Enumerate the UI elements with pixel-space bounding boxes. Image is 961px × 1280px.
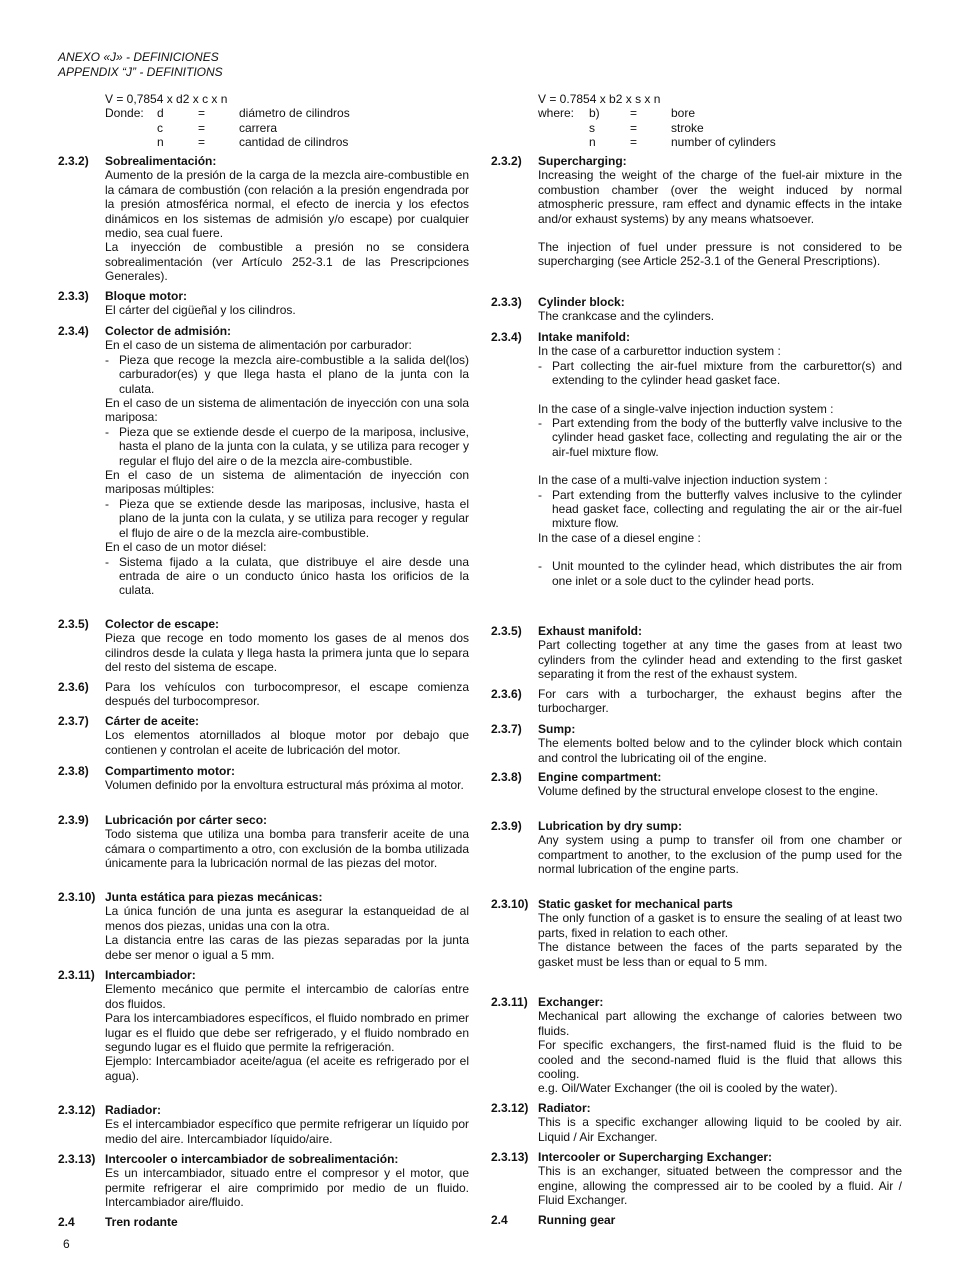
section-2-4 — [58, 1215, 469, 1229]
section-number: 2.3.7) — [58, 714, 89, 728]
formula-desc: diámetro de cilindros — [239, 106, 350, 121]
section-2-3-7 — [491, 722, 902, 765]
section-2-3-12 — [491, 1101, 902, 1144]
section-title: Supercharging: — [538, 154, 627, 168]
paragraph: In the case of a diesel engine : — [538, 530, 701, 545]
list-item: - Sistema fijado a la culata, que distribuye el aire desde una entrada de aire o un conducto único hasta los orificios de la culata. — [105, 555, 469, 598]
section-number: 2.3.3) — [58, 289, 89, 303]
section-title: Sobrealimentación: — [105, 154, 217, 168]
paragraph: The injection of fuel under pressure is not considered to be supercharging (see Article 252-3.1 of the General Prescriptions). — [538, 240, 902, 269]
paragraph: The crankcase and the cylinders. — [538, 309, 715, 324]
section-title: Bloque motor: — [105, 289, 187, 303]
paragraph: This is an exchanger, situated between the compressor and the engine, allowing the compressed air to be cooled by a fluid. Air / Fluid Exchanger. — [538, 1164, 902, 1208]
paragraph: Part collecting together at any time the gases from at least two cylinders from the cylinder head and extending to the first gasket separating it from the rest of the exhaust system. — [538, 638, 902, 682]
formula-desc: number of cylinders — [671, 135, 776, 150]
section-2-3-6 — [491, 687, 902, 716]
list-item: - Pieza que recoge la mezcla aire-combustible a la salida del(los) carburador(es) y que llega hasta el plano de la junta con la culata. — [105, 353, 469, 396]
section-2-3-13 — [491, 1150, 902, 1208]
formula-var: s — [589, 120, 595, 135]
page-header — [58, 50, 223, 80]
paragraph: Mechanical part allowing the exchange of calories between two fluids. — [538, 1009, 902, 1038]
paragraph: In the case of a multi-valve injection induction system : — [538, 473, 828, 488]
formula-expression: V = 0,7854 x d2 x c x n — [105, 92, 228, 106]
section-title: Intercooler o intercambiador de sobrealimentación: — [105, 1152, 399, 1166]
formula-eq: = — [198, 120, 206, 135]
section-2-3-9 — [491, 819, 902, 877]
paragraph: Increasing the weight of the charge of the fuel-air mixture in the combustion chamber (over the weight induced by normal atmospheric pressure, ram effect and dynamic effects in the intake and/or exhaust systems) by any means whatsoever. — [538, 168, 902, 226]
section-number: 2.3.12) — [491, 1101, 529, 1115]
paragraph: Es un intercambiador, situado entre el compresor y el motor, que permite refrigerar el aire comprimido por medio de un fluido. Intercambiador aire/fluido. — [105, 1166, 469, 1210]
paragraph: This is a specific exchanger allowing liquid to be cooled by air. Liquid / Air Exchanger. — [538, 1115, 902, 1144]
section-number: 2.3.13) — [58, 1152, 96, 1166]
paragraph: En el caso de un sistema de alimentación por carburador: — [105, 338, 412, 353]
section-number: 2.3.4) — [58, 324, 89, 338]
formula-eq: = — [630, 135, 638, 150]
formula-eq: = — [198, 135, 206, 150]
formula-desc: stroke — [671, 120, 704, 135]
section-title: Intercambiador: — [105, 968, 196, 982]
section-number: 2.3.11) — [491, 995, 528, 1009]
paragraph: For specific exchangers, the first-named fluid is the fluid to be cooled and the second-named fluid is the fluid that allows this cooling. — [538, 1038, 902, 1082]
paragraph: The only function of a gasket is to ensure the sealing of at least two parts, fixed in relation to each other. — [538, 911, 902, 940]
header-english: APPENDIX “J” - DEFINITIONS — [58, 65, 223, 79]
paragraph: Los elementos atornillados al bloque motor por debajo que contienen y controlan el aceite de lubricación del motor. — [105, 728, 469, 757]
section-title: Running gear — [538, 1213, 616, 1227]
section-2-3-7 — [58, 714, 469, 757]
section-2-3-13 — [58, 1152, 469, 1210]
section-number: 2.3.13) — [491, 1150, 529, 1164]
formula-where: Donde: — [105, 106, 144, 121]
section-number: 2.3.4) — [491, 330, 522, 344]
paragraph: e.g. Oil/Water Exchanger (the oil is cooled by the water). — [538, 1081, 838, 1096]
section-number: 2.3.8) — [58, 764, 89, 778]
section-2-3-4 — [491, 330, 902, 588]
paragraph: La inyección de combustible a presión no se considera sobrealimentación (ver Artículo 252-3.1 de las Prescripciones Generales). — [105, 240, 469, 284]
section-number: 2.3.11) — [58, 968, 95, 982]
formula-desc: bore — [671, 106, 696, 121]
section-2-3-5 — [58, 617, 469, 675]
paragraph: Pieza que recoge en todo momento los gases de al menos dos cilindros desde la culata y llega hasta la primera junta que lo separa del resto del sistema de escape. — [105, 631, 469, 675]
section-title: Compartimento motor: — [105, 764, 235, 778]
section-number: 2.3.5) — [58, 617, 89, 631]
paragraph: Elemento mecánico que permite el intercambio de calorías entre dos fluidos. — [105, 982, 469, 1011]
section-2-3-8 — [491, 770, 902, 799]
paragraph: El cárter del cigüeñal y los cilindros. — [105, 303, 296, 318]
section-number: 2.3.2) — [58, 154, 89, 168]
paragraph: En el caso de un motor diésel: — [105, 540, 267, 555]
paragraph: Volumen definido por la envoltura estructural más próxima al motor. — [105, 778, 464, 793]
paragraph: Any system using a pump to transfer oil from one chamber or compartment to another, to the exclusion of the pump used for the normal lubrication of the engine parts. — [538, 833, 902, 877]
list-item: - Unit mounted to the cylinder head, which distributes the air from one inlet or a sole duct to the cylinder head ports. — [538, 559, 902, 588]
section-number: 2.4 — [491, 1213, 508, 1227]
section-number: 2.3.10) — [58, 890, 96, 904]
section-number: 2.3.8) — [491, 770, 522, 784]
section-2-3-3 — [58, 289, 469, 318]
formula-block — [105, 92, 465, 150]
formula-var: b) — [589, 106, 600, 121]
section-number: 2.3.7) — [491, 722, 522, 736]
section-title: Lubricación por cárter seco: — [105, 813, 268, 827]
formula-eq: = — [198, 106, 206, 121]
section-title: Junta estática para piezas mecánicas: — [105, 890, 323, 904]
section-title: Sump: — [538, 722, 576, 736]
page-number: 6 — [63, 1237, 70, 1251]
section-2-4 — [491, 1213, 902, 1227]
header-spanish: ANEXO «J» - DEFINICIONES — [58, 50, 219, 64]
formula-desc: carrera — [239, 120, 278, 135]
section-title: Engine compartment: — [538, 770, 662, 784]
section-number: 2.3.6) — [58, 680, 89, 694]
section-2-3-10 — [58, 890, 469, 962]
section-title: Colector de admisión: — [105, 324, 232, 338]
section-2-3-2 — [491, 154, 902, 269]
section-number: 2.3.6) — [491, 687, 522, 701]
section-2-3-8 — [58, 764, 469, 793]
section-2-3-5 — [491, 624, 902, 682]
section-number: 2.3.3) — [491, 295, 522, 309]
formula-var: c — [157, 120, 163, 135]
paragraph: Para los intercambiadores específicos, el fluido nombrado en primer lugar es el fluido que debe ser refrigerado, y el fluido nombrado en segundo lugar es el fluido que permite la refrigeración. — [105, 1011, 469, 1055]
list-item: - Part collecting the air-fuel mixture from the carburettor(s) and extending to the cylinder head gasket face. — [538, 359, 902, 388]
paragraph: The distance between the faces of the parts separated by the gasket must be less than or equal to 5 mm. — [538, 940, 902, 969]
section-title: Exhaust manifold: — [538, 624, 643, 638]
formula-where: where: — [538, 106, 575, 121]
section-number: 2.3.2) — [491, 154, 522, 168]
section-2-3-12 — [58, 1103, 469, 1146]
paragraph: La única función de una junta es asegurar la estanqueidad de al menos dos piezas, unidas una con la otra. — [105, 904, 469, 933]
section-title: Colector de escape: — [105, 617, 220, 631]
formula-expression: V = 0.7854 x b2 x s x n — [538, 92, 661, 106]
paragraph: En el caso de un sistema de alimentación de inyección con mariposas múltiples: — [105, 468, 469, 497]
section-2-3-9 — [58, 813, 469, 871]
formula-desc: cantidad de cilindros — [239, 135, 349, 150]
paragraph: In the case of a single-valve injection induction system : — [538, 401, 834, 416]
section-title: Tren rodante — [105, 1215, 178, 1229]
list-item: - Pieza que se extiende desde las mariposas, inclusive, hasta el plano de la junta con la culata, y se utiliza para recoger y regular el flujo de aire o de la mezcla aire-combustible. — [105, 497, 469, 540]
paragraph: For cars with a turbocharger, the exhaust begins after the turbocharger. — [538, 687, 902, 716]
formula-eq: = — [630, 106, 638, 121]
paragraph: La distancia entre las caras de las piezas separadas por la junta debe ser menor o igual a 5 mm. — [105, 933, 469, 962]
paragraph: Ejemplo: Intercambiador aceite/agua (el aceite es refrigerado por el agua). — [105, 1054, 469, 1083]
list-item: - Part extending from the butterfly valves inclusive to the cylinder head gasket face, collecting and regulating the air or the air-fuel mixture flow. — [538, 488, 902, 531]
section-2-3-11 — [491, 995, 902, 1096]
section-number: 2.3.12) — [58, 1103, 96, 1117]
section-title: Radiator: — [538, 1101, 591, 1115]
section-title: Intercooler or Supercharging Exchanger: — [538, 1150, 773, 1164]
section-number: 2.3.10) — [491, 897, 529, 911]
section-2-3-4 — [58, 324, 469, 598]
section-title: Cárter de aceite: — [105, 714, 200, 728]
section-title: Static gasket for mechanical parts — [538, 897, 733, 911]
section-2-3-11 — [58, 968, 469, 1083]
section-title: Intake manifold: — [538, 330, 631, 344]
section-2-3-6 — [58, 680, 469, 709]
formula-block — [538, 92, 898, 150]
paragraph: In the case of a carburettor induction system : — [538, 344, 781, 359]
paragraph: Todo sistema que utiliza una bomba para transferir aceite de una cámara o compartimento a otro, con exclusión de la bomba utilizada únicamente para la lubricación normal de las piezas del motor. — [105, 827, 469, 871]
paragraph: Es el intercambiador específico que permite refrigerar un líquido por medio del aire. Intercambiador líquido/aire. — [105, 1117, 469, 1146]
formula-eq: = — [630, 120, 638, 135]
formula-var: n — [157, 135, 164, 150]
section-number: 2.4 — [58, 1215, 75, 1229]
section-title: Cylinder block: — [538, 295, 625, 309]
formula-var: n — [589, 135, 596, 150]
paragraph: Para los vehículos con turbocompresor, el escape comienza después del turbocompresor. — [105, 680, 469, 709]
section-number: 2.3.9) — [491, 819, 522, 833]
section-title: Exchanger: — [538, 995, 604, 1009]
section-title: Lubrication by dry sump: — [538, 819, 683, 833]
paragraph: The elements bolted below and to the cylinder block which contain and control the lubricating oil of the engine. — [538, 736, 902, 765]
paragraph: Volume defined by the structural envelope closest to the engine. — [538, 784, 879, 799]
list-item: - Part extending from the body of the butterfly valve inclusive to the cylinder head gasket face, collecting and regulating the air or the air-fuel mixture flow. — [538, 416, 902, 459]
section-2-3-10 — [491, 897, 902, 969]
section-title: Radiador: — [105, 1103, 162, 1117]
section-2-3-2 — [58, 154, 469, 284]
formula-var: d — [157, 106, 164, 121]
section-number: 2.3.5) — [491, 624, 522, 638]
section-2-3-3 — [491, 295, 902, 324]
paragraph: En el caso de un sistema de alimentación de inyección con una sola mariposa: — [105, 396, 469, 425]
section-number: 2.3.9) — [58, 813, 89, 827]
list-item: - Pieza que se extiende desde el cuerpo de la mariposa, inclusive, hasta el plano de la junta con la culata, y se utiliza para recoger y regular el flujo del aire o de la mezcla aire-combustible. — [105, 425, 469, 468]
paragraph: Aumento de la presión de la carga de la mezcla aire-combustible en la cámara de combustión (con relación a la presión engendrada por la presión atmosférica normal, el efecto de inercia y los efectos dinámicos en los sistemas de admisión y/o escape) por cualquier medio, sea cual fuere. — [105, 168, 469, 241]
